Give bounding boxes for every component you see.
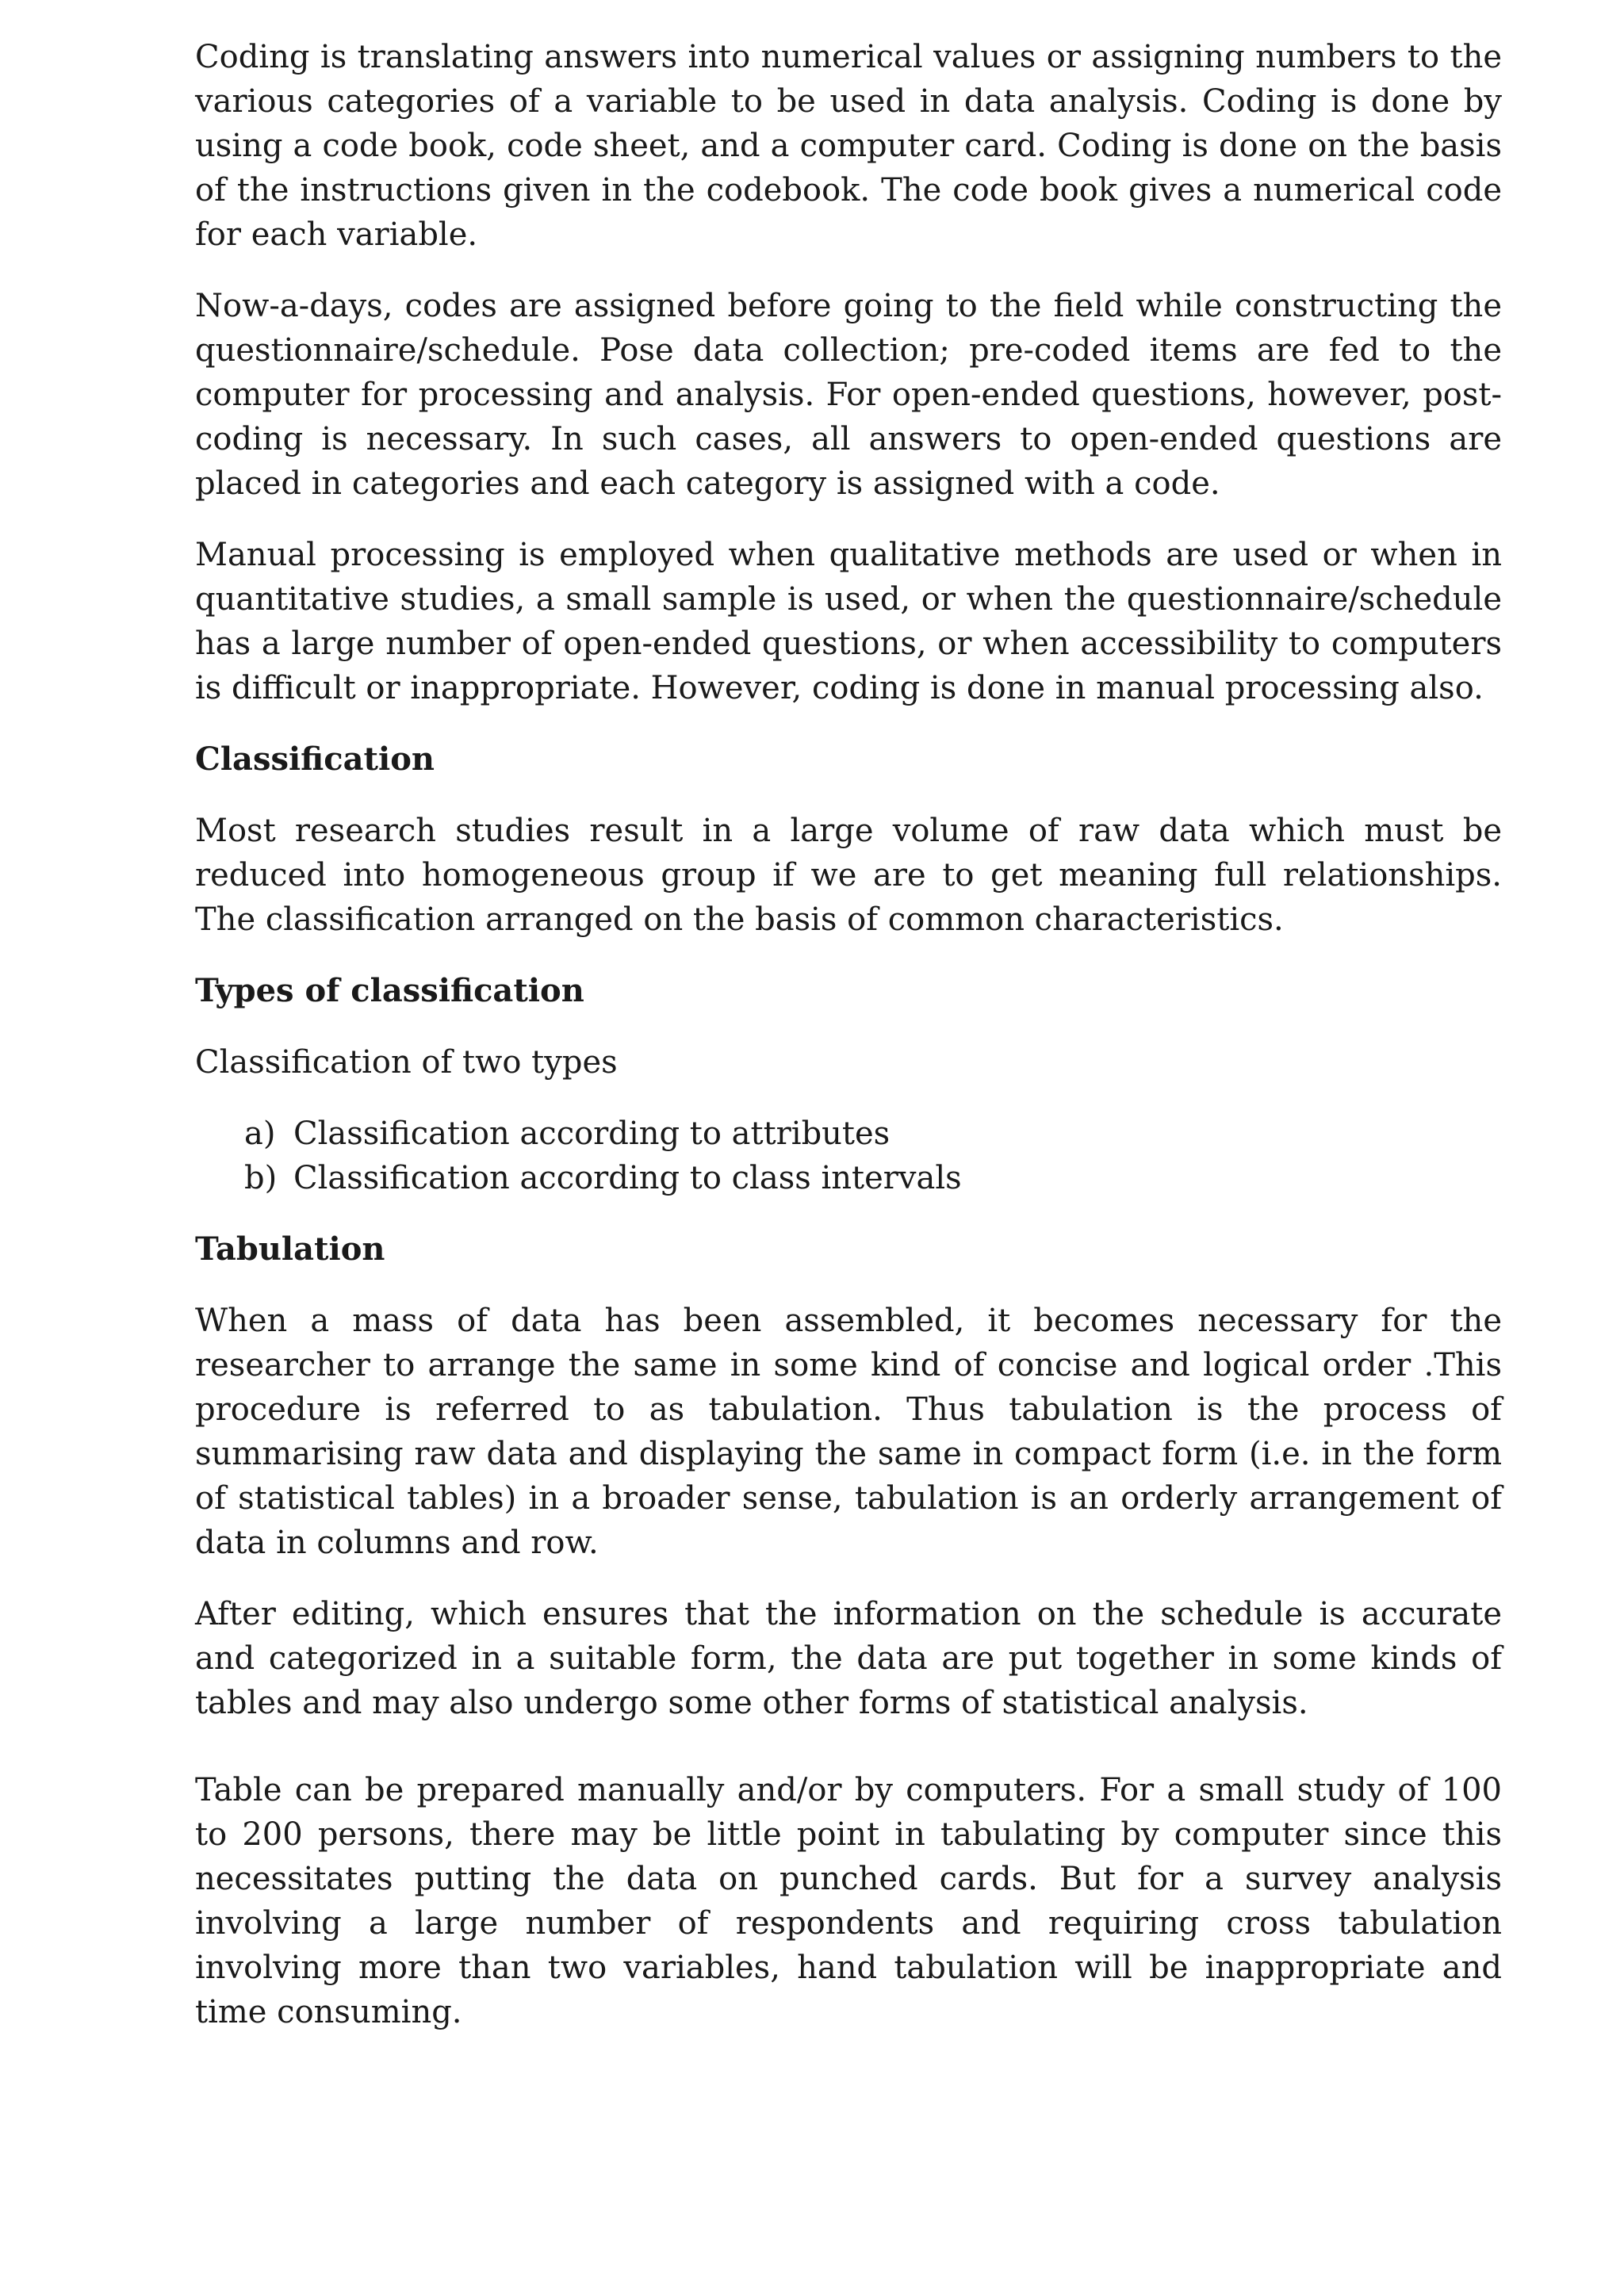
paragraph-coding-nowadays: Now-a-days, codes are assigned before going to the field while constructing the questionnaire/schedule. Pose data collection; pre-coded items are fed to the computer for processing and analysis. For open-ended questions, however, post-coding is necessary. In such cases, all answers to open-ended questions are placed in categories and each category is assigned with a code. <box>195 288 1502 502</box>
paragraph-manual-processing: Manual processing is employed when qualitative methods are used or when in quantitative studies, a small sample is used, or when the questionnaire/schedule has a large number of open-ended questions, or when accessibility to computers is difficult or inappropriate. However, coding is done in manual processing also. <box>195 537 1502 706</box>
document-page <box>195 35 1502 2061</box>
paragraph-tabulation-1: When a mass of data has been assembled, it becomes necessary for the researcher to arrange the same in some kind of concise and logical order .This procedure is referred to as tabulation. Thus tabulation is the process of summarising raw data and displaying the same in compact form (i.e. in the form of statistical tables) in a broader sense, tabulation is an orderly arrangement of data in columns and row. <box>195 1303 1502 1561</box>
list-item <box>244 1112 1502 1156</box>
list-marker: b) <box>244 1160 278 1196</box>
paragraph-classification-types-intro: Classification of two types <box>195 1044 618 1081</box>
heading-classification: Classification <box>195 740 435 778</box>
list-item-text: Classification according to class intervals <box>293 1160 962 1196</box>
heading-types-of-classification: Types of classification <box>195 972 584 1009</box>
list-item-text: Classification according to attributes <box>293 1115 891 1152</box>
paragraph-tabulation-2: After editing, which ensures that the information on the schedule is accurate and categorized in a suitable form, the data are put together in some kinds of tables and may also undergo some other forms of statistical analysis. <box>195 1596 1502 1721</box>
classification-types-list <box>195 1112 1502 1200</box>
paragraph-classification: Most research studies result in a large volume of raw data which must be reduced into homogeneous group if we are to get meaning full relationships. The classification arranged on the basis of common characteristics. <box>195 813 1502 938</box>
list-marker: a) <box>244 1115 276 1152</box>
paragraph-coding-intro: Coding is translating answers into numerical values or assigning numbers to the various categories of a variable to be used in data analysis. Coding is done by using a code book, code sheet, and a computer card. Coding is done on the basis of the instructions given in the codebook. The code book gives a numerical code for each variable. <box>195 39 1502 253</box>
paragraph-tabulation-3: Table can be prepared manually and/or by computers. For a small study of 100 to 200 persons, there may be little point in tabulating by computer since this necessitates putting the data on punched cards. But for a survey analysis involving a large number of respondents and requiring cross tabulation involving more than two variables, hand tabulation will be inappropriate and time consuming. <box>195 1772 1502 2030</box>
heading-tabulation: Tabulation <box>195 1230 385 1268</box>
list-item <box>244 1156 1502 1200</box>
